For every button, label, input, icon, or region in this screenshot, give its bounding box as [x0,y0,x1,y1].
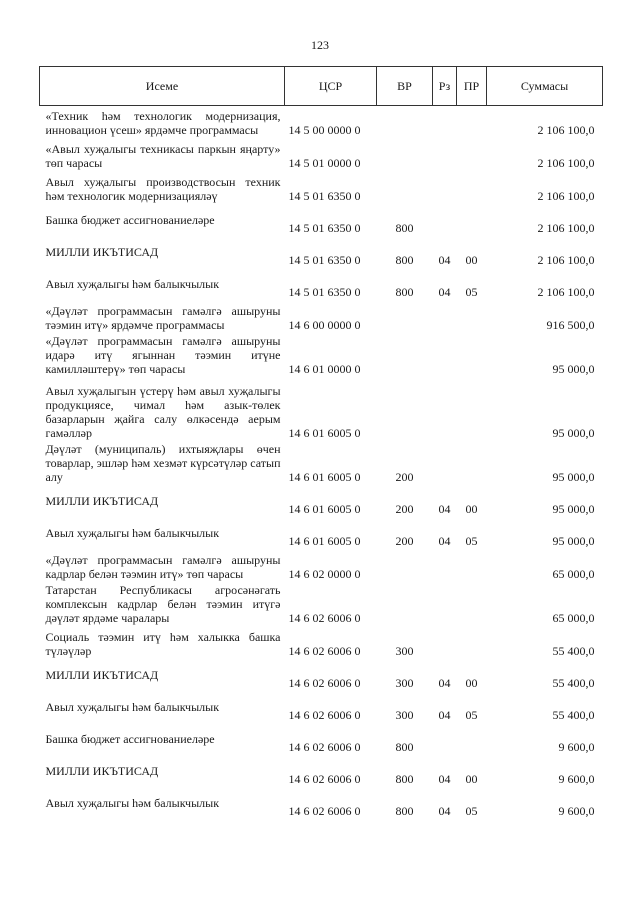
table-row [40,692,603,724]
row-name: Авыл хуҗалыгы производствосын техник һәм технологик модернизацияләү [45,175,281,203]
row-name: МИЛЛИ ИКЪТИСАД [45,764,159,778]
table-row [40,788,603,820]
row-sum: 9 600,0 [558,804,595,818]
row-vr [377,334,433,378]
row-rz [433,627,457,660]
row-rz: 04 [438,676,451,690]
row-csr: 14 6 01 6005 0 [288,502,361,516]
row-csr: 14 6 02 6006 0 [288,676,361,690]
row-csr: 14 5 01 6350 0 [288,285,361,299]
row-vr [377,301,433,334]
row-name: «Дәүләт программасын гамәлгә ашыруны идарә итү ягыннан тәэмин итүне камилләштерү» төп чарасы [45,334,281,376]
row-sum: 9 600,0 [558,740,595,754]
row-rz [433,172,457,205]
row-pr: 00 [465,772,478,786]
row-rz: 04 [438,772,451,786]
table-row [40,756,603,788]
table-row [40,724,603,756]
table-row [40,301,603,334]
row-pr [457,627,487,660]
row-sum: 2 106 100,0 [537,156,595,170]
row-rz [433,205,457,237]
row-rz [433,301,457,334]
row-pr: 00 [465,253,478,267]
row-sum: 55 400,0 [552,644,595,658]
header-vr: ВР [377,67,433,106]
row-csr: 14 6 02 6006 0 [288,644,361,658]
row-csr: 14 6 02 6006 0 [288,611,361,625]
row-rz [433,334,457,378]
row-csr: 14 5 01 6350 0 [288,221,361,235]
row-sum: 2 106 100,0 [537,221,595,235]
row-rz [433,724,457,756]
row-pr: 00 [465,676,478,690]
row-sum: 55 400,0 [552,708,595,722]
row-name: Авыл хуҗалыгын үстерү һәм авыл хуҗалыгы продукциясе, чимал һәм азык-төлек базарларын җайга салу өлкәсендә аерым гамәлләр [45,384,281,440]
row-sum: 95 000,0 [552,502,595,516]
row-pr [457,334,487,378]
row-rz: 04 [438,534,451,548]
header-name: Исеме [40,67,285,106]
row-rz [433,139,457,172]
row-sum: 65 000,0 [552,567,595,581]
row-sum: 95 000,0 [552,426,595,440]
row-sum: 9 600,0 [558,772,595,786]
row-vr: 800 [395,221,414,235]
row-pr [457,205,487,237]
row-rz [433,442,457,486]
row-pr [457,442,487,486]
row-rz [433,106,457,140]
header-csr: ЦСР [285,67,377,106]
row-vr: 200 [395,470,414,484]
row-name: МИЛЛИ ИКЪТИСАД [45,668,159,682]
row-rz [433,583,457,627]
row-sum: 2 106 100,0 [537,285,595,299]
header-row [40,67,603,106]
row-rz: 04 [438,708,451,722]
row-name: МИЛЛИ ИКЪТИСАД [45,245,159,259]
row-name: Татарстан Республикасы агросәнәгать комплексын кадрлар белән тәэмин итүгә дәүләт ярдәме чаралары [45,583,281,625]
row-pr [457,106,487,140]
table-row [40,486,603,518]
table-row [40,627,603,660]
row-vr: 300 [395,708,414,722]
table-header [40,67,603,106]
row-csr: 14 6 02 0000 0 [288,567,361,581]
row-sum: 55 400,0 [552,676,595,690]
row-vr: 200 [395,502,414,516]
page-number: 123 [311,38,329,52]
row-name: МИЛЛИ ИКЪТИСАД [45,494,159,508]
row-pr [457,583,487,627]
table-row [40,378,603,442]
row-pr [457,724,487,756]
row-name: Авыл хуҗалыгы һәм балыкчылык [45,526,220,540]
row-rz [433,550,457,583]
row-rz: 04 [438,502,451,516]
header-sum: Суммасы [487,67,603,106]
table-row [40,550,603,583]
row-sum: 2 106 100,0 [537,189,595,203]
row-sum: 95 000,0 [552,470,595,484]
table-row [40,660,603,692]
row-name: Авыл хуҗалыгы һәм балыкчылык [45,796,220,810]
row-pr [457,139,487,172]
budget-table [39,66,603,820]
row-name: Дәүләт (муниципаль) ихтыяҗлары өчен товарлар, эшләр һәм хезмәт күрсәтүләр сатып алу [45,442,281,484]
row-vr [377,378,433,442]
row-csr: 14 5 01 0000 0 [288,156,361,170]
table-body [40,106,603,821]
row-vr [377,550,433,583]
row-name: Башка бюджет ассигнованиеләре [45,732,215,746]
row-sum: 916 500,0 [546,318,595,332]
row-csr: 14 6 02 6006 0 [288,772,361,786]
row-name: Авыл хуҗалыгы һәм балыкчылык [45,700,220,714]
table-row [40,518,603,550]
table-row [40,237,603,269]
table-row [40,139,603,172]
row-vr [377,172,433,205]
row-sum: 95 000,0 [552,534,595,548]
row-csr: 14 6 00 0000 0 [288,318,361,332]
table-row [40,205,603,237]
table-row [40,334,603,378]
table-row [40,106,603,140]
row-sum: 65 000,0 [552,611,595,625]
row-pr: 05 [465,534,478,548]
row-csr: 14 5 01 6350 0 [288,189,361,203]
row-vr: 800 [395,285,414,299]
row-csr: 14 5 01 6350 0 [288,253,361,267]
row-vr: 300 [395,676,414,690]
row-vr: 800 [395,253,414,267]
row-name: «Дәүләт программасын гамәлгә ашыруны тәэмин итү» ярдәмче программасы [45,304,281,332]
row-pr [457,550,487,583]
row-csr: 14 6 02 6006 0 [288,708,361,722]
row-csr: 14 6 01 6005 0 [288,426,361,440]
table-row [40,583,603,627]
row-pr: 00 [465,502,478,516]
row-name: «Дәүләт программасын гамәлгә ашыруны кадрлар белән тәэмин итү» төп чарасы [45,553,281,581]
row-sum: 2 106 100,0 [537,123,595,137]
row-rz: 04 [438,285,451,299]
row-vr: 800 [395,772,414,786]
row-vr [377,139,433,172]
row-vr: 300 [395,644,414,658]
row-name: Социаль тәэмин итү һәм халыкка башка түләүләр [45,630,281,658]
header-rz: Рз [433,67,457,106]
row-name: Башка бюджет ассигнованиеләре [45,213,215,227]
row-csr: 14 5 00 0000 0 [288,123,361,137]
header-pr: ПР [457,67,487,106]
row-csr: 14 6 01 6005 0 [288,534,361,548]
row-vr [377,106,433,140]
row-csr: 14 6 02 6006 0 [288,804,361,818]
row-sum: 95 000,0 [552,362,595,376]
row-pr [457,172,487,205]
row-pr [457,378,487,442]
table-row [40,269,603,301]
row-vr: 800 [395,740,414,754]
row-name: Авыл хуҗалыгы һәм балыкчылык [45,277,220,291]
row-pr: 05 [465,804,478,818]
row-rz [433,378,457,442]
row-csr: 14 6 02 6006 0 [288,740,361,754]
row-pr: 05 [465,285,478,299]
row-name: «Техник һәм технологик модернизация, инновацион үсеш» ярдәмче программасы [45,109,281,137]
row-vr: 200 [395,534,414,548]
table-row [40,442,603,486]
row-csr: 14 6 01 0000 0 [288,362,361,376]
row-name: «Авыл хуҗалыгы техникасы паркын яңарту» төп чарасы [45,142,281,170]
row-vr: 800 [395,804,414,818]
row-pr [457,301,487,334]
row-rz: 04 [438,804,451,818]
row-sum: 2 106 100,0 [537,253,595,267]
row-vr [377,583,433,627]
row-csr: 14 6 01 6005 0 [288,470,361,484]
row-pr: 05 [465,708,478,722]
row-rz: 04 [438,253,451,267]
table-row [40,172,603,205]
